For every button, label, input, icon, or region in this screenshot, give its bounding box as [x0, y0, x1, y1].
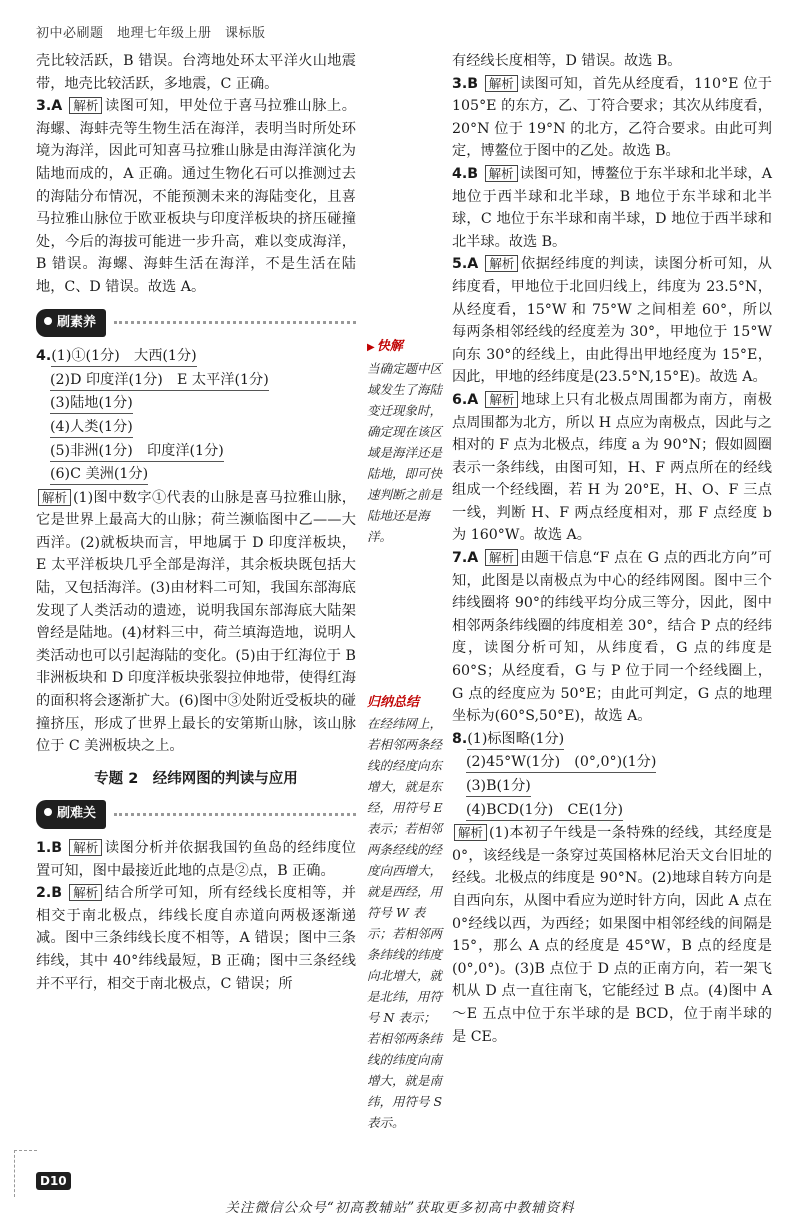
analysis-tag: 解析 — [485, 75, 518, 92]
answer-8-right — [452, 728, 772, 1048]
tip-text: 在经纬网上，若相邻两条经线的经度向东增大，就是东经，用符号 E 表示；若相邻两条经线的经度向西增大，就是西经，用符号 W 表示；若相邻两条纬线的纬度向北增大，就是北纬，用符号 N 表示；若相邻两条纬线的纬度向南增大，就是南纬，用符号 S 表示。 — [367, 716, 443, 1130]
analysis-tag: 解析 — [485, 549, 518, 566]
tip-heading: 归纳总结 — [367, 695, 420, 710]
analysis-tag: 解析 — [485, 391, 518, 408]
analysis-text: 读图分析并依据我国钓鱼岛的经纬度位置可知，图中最接近此地的点是②点，B 正确。 — [36, 840, 356, 879]
analysis-text: 读图可知，博鳌位于东半球和北半球，A 地位于西半球和北半球，B 地位于东半球和北半球，C 地位于东半球和南半球，D 地位于西半球和北半球。故选 B。 — [452, 165, 772, 250]
question-number: 4. — [36, 348, 52, 365]
divider — [114, 321, 356, 324]
analysis-tag: 解析 — [485, 255, 518, 272]
question-number: 2.B — [36, 885, 63, 902]
answer-6-right — [452, 389, 772, 547]
analysis-paragraph — [452, 822, 772, 1048]
continued-text: 有经线长度相等，D 错误。故选 B。 — [452, 53, 682, 69]
section-label: 刷素养 — [36, 309, 106, 338]
tip-text: 当确定题中区域发生了海陆变迁现象时，确定现在该区域是海洋还是陆地，即可快速判断之前是陆地还是海洋。 — [367, 361, 443, 544]
answer-line: (4)人类(1分) — [50, 417, 133, 438]
left-column — [36, 50, 356, 995]
sidebar-tip-quick — [367, 336, 447, 547]
analysis-tag: 解析 — [69, 97, 102, 114]
question-number: 7.A — [452, 550, 479, 567]
analysis-text: (1)图中数字①代表的山脉是喜马拉雅山脉，它是世界上最高大的山脉；荷兰濒临图中乙——大西洋。(2)就板块而言，甲地属于 D 印度洋板块，E 太平洋板块几乎全部是海洋，其余板块既包括大陆，又包括海洋。(3)由材料二可知，我国东部海底发现了人类活动的遗迹，说明我国东部海底大陆架曾经是陆地。(4)材料三中，荷兰填海造地，说明人类活动也可以引起海陆的变化。(5)由于红海位于 B 非洲板块和 D 印度洋板块张裂拉伸地带，使得红海的面积将会逐渐扩大。(6)图中③处附近受板块的碰撞挤压，形成了世界上最长的安第斯山脉，该山脉位于 C 美洲板块之上。 — [36, 489, 356, 755]
analysis-text: 地球上只有北极点周围都为南方，南极点周围都为北方，所以 H 点应为南极点，因此与之相对的 F 点为北极点，纬度 a 为 90°N；假如圆圈表示一条纬线，由图可知，H、F 两点所在的经线组成一个经线圈，若 H 为 20°E，H、O、F 三点一线，判断 H、F 两点经度相对，那 F 点经度 b 为 160°W。故选 A。 — [452, 391, 772, 544]
answer-line: (2)D 印度洋(1分) E 太平洋(1分) — [50, 370, 269, 391]
answer-5-right — [452, 253, 772, 389]
answer-3-left — [36, 95, 356, 298]
corner-mark — [14, 1150, 37, 1197]
running-header: 初中必刷题 地理七年级上册 课标版 — [36, 26, 266, 41]
question-number: 6.A — [452, 391, 479, 408]
analysis-tag: 解析 — [69, 839, 102, 856]
answer-4-right — [452, 163, 772, 253]
question-number: 5.A — [452, 256, 479, 273]
analysis-text: 由题干信息“F 点在 G 点的西北方向”可知，此图是以南极点为中心的经纬网图。图中三个纬线圈将 90°的纬线平均分成三等分，因此，图中相邻两条纬线圈的纬度相差 30°，结合 P 点的经纬度，读图分析可知，从纬度看，G 点的纬度是 60°S；从经度看，G 与 P 位于同一个经线圈上，G 点的经度应为 50°E；由此可判定，G 点的地理坐标为(60°S,50°E)，故选 A。 — [452, 550, 772, 725]
page-number: D10 — [36, 1172, 71, 1190]
question-number: 3.B — [452, 75, 479, 92]
section-label: 刷难关 — [36, 800, 106, 829]
arrow-icon: ▶ — [367, 342, 375, 353]
question-number: 4.B — [452, 165, 479, 182]
analysis-paragraph — [36, 487, 356, 758]
answer-line: (2)45°W(1分) (0°,0°)(1分) — [466, 752, 656, 773]
answer-1-left — [36, 837, 356, 882]
question-number: 3.A — [36, 98, 63, 115]
analysis-tag: 解析 — [69, 884, 102, 901]
answer-3-right — [452, 73, 772, 163]
analysis-tag: 解析 — [485, 165, 518, 182]
tip-heading: 快解 — [376, 339, 403, 354]
divider — [114, 813, 356, 816]
answer-2-left — [36, 882, 356, 995]
answer-line: (5)非洲(1分) 印度洋(1分) — [50, 441, 224, 462]
answer-line: (1)①(1分) 大西(1分) — [51, 346, 196, 367]
answer-7-right — [452, 547, 772, 728]
question-number: 8. — [452, 730, 468, 747]
answer-4-left — [36, 345, 356, 758]
section-banner-difficult — [36, 800, 356, 829]
sidebar-tip-summary — [367, 692, 447, 1133]
continued-text: 壳比较活跃，B 错误。台湾地处环太平洋火山地震带，地壳比较活跃，多地震，C 正确。 — [36, 53, 356, 92]
section-banner-literacy — [36, 309, 356, 338]
analysis-text: 读图可知，甲处位于喜马拉雅山脉上。海螺、海蚌壳等生物生活在海洋，表明当时所处环境为海洋，因此可知喜马拉雅山脉是由海洋演化为陆地而成的，A 正确。通过生物化石可以推测过去的海陆分布情况，不能预测未来的海陆变化，且喜马拉雅山脉位于欧亚板块与印度洋板块的挤压碰撞处，今后的海拔可能进一步升高，难以变成海洋，B 错误。海螺、海蚌生活在海洋，不是生活在陆地，C、D 错误。故选 A。 — [36, 98, 356, 295]
answer-line: (1)标图略(1分) — [467, 729, 564, 750]
answer-line: (3)B(1分) — [466, 776, 531, 797]
question-number: 1.B — [36, 840, 63, 856]
analysis-text: 依据经纬度的判读，读图分析可知，从纬度看，甲地位于北回归线上，纬度为 23.5°N，从经度看，15°W 和 75°W 之间相差 60°，所以每两条相邻经线的经度差为 30°，甲地位于 15°W 向东 30°的经线上，由此得出甲地经度为 15°E，因此，甲地的经纬度是(23.5°N,15°E)。故选 A。 — [452, 256, 772, 386]
answer-line: (3)陆地(1分) — [50, 393, 133, 414]
analysis-text: (1)本初子午线是一条特殊的经线，其经度是 0°，该经线是一条穿过英国格林尼治天文台旧址的经线。北极点的纬度是 90°N。(2)地球自转方向是自西向东，从图中看应为逆时针方向，因此 A 点在 0°经线以西，为西经；如果图中相邻经线的间隔是 15°，那么 A 点的经度是 45°W，B 点的经度是(0°,0°)。(3)B 点位于 D 点的正南方向，若一架飞机从 D 点一直往南飞，它能经过 B 点。(4)图中 A～E 五点中位于东半球的是 BCD，位于南半球的是 CE。 — [452, 825, 772, 1045]
topic-title: 专题 2 经纬网图的判读与应用 — [94, 770, 298, 787]
analysis-tag: 解析 — [38, 489, 71, 506]
analysis-tag: 解析 — [454, 824, 487, 841]
right-column — [452, 50, 772, 1048]
footer-note: 关注微信公众号“初高教辅站”获取更多初高中教辅资料 — [225, 1200, 575, 1216]
analysis-text: 读图可知，首先从经度看，110°E 位于 105°E 的东方，乙、丁符合要求；其次从纬度看，20°N 位于 19°N 的北方，乙符合要求。由此可判定，博鳌位于图中的乙处。故选 B。 — [452, 75, 772, 160]
answer-line: (4)BCD(1分) CE(1分) — [466, 800, 623, 821]
analysis-text: 结合所学可知，所有经线长度相等，并相交于南北极点，纬线长度自赤道向两极逐渐递减。图中三条纬线长度不相等，A 错误；图中三条纬线，其中 40°纬线最短，B 正确；图中三条经线并不平行，相交于南北极点，C 错误；所 — [36, 885, 356, 992]
answer-line: (6)C 美洲(1分) — [50, 464, 148, 485]
